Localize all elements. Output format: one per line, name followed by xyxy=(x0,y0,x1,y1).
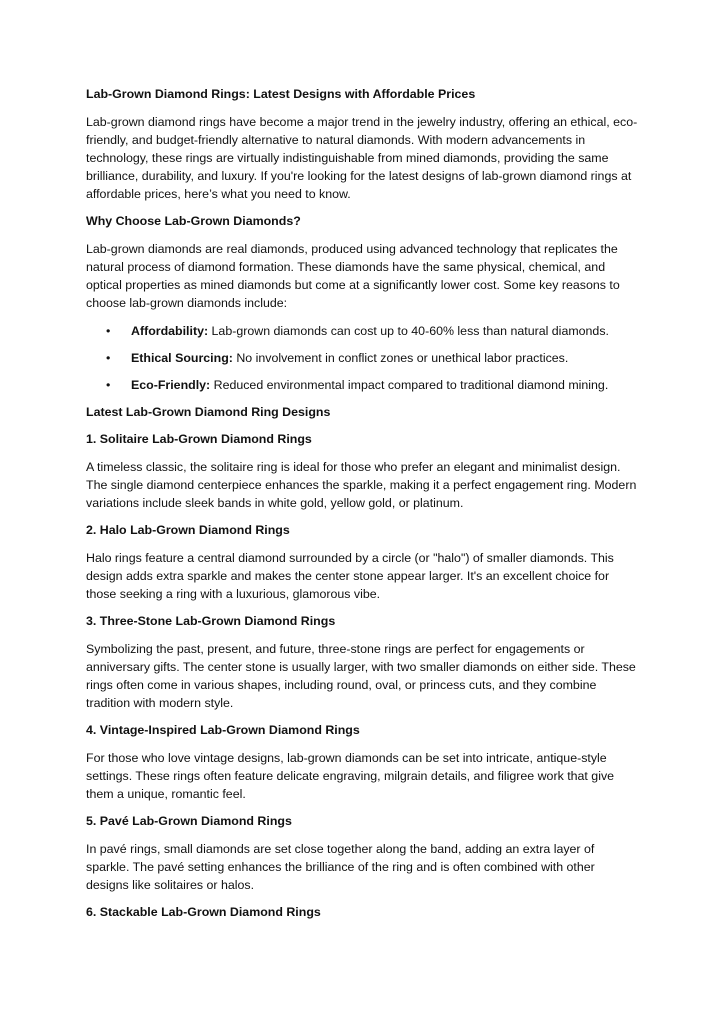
why-heading: Why Choose Lab-Grown Diamonds? xyxy=(86,214,301,228)
section-heading: 2. Halo Lab-Grown Diamond Rings xyxy=(86,523,290,537)
list-item xyxy=(86,349,640,367)
section-paragraph: For those who love vintage designs, lab-grown diamonds can be set into intricate, antique-style settings. These rings often feature delicate engraving, milgrain details, and filigree work that give them a unique, romantic feel. xyxy=(86,751,615,801)
list-item xyxy=(86,376,640,394)
reasons-list xyxy=(86,322,640,394)
bullet-text: No involvement in conflict zones or unethical labor practices. xyxy=(232,351,569,365)
section-heading: 5. Pavé Lab-Grown Diamond Rings xyxy=(86,814,292,828)
section-heading: 4. Vintage-Inspired Lab-Grown Diamond Rings xyxy=(86,723,360,737)
section-heading: 3. Three-Stone Lab-Grown Diamond Rings xyxy=(86,614,336,628)
bullet-text: Lab-grown diamonds can cost up to 40-60% less than natural diamonds. xyxy=(208,324,609,338)
section-paragraph: Symbolizing the past, present, and future, three-stone rings are perfect for engagements or anniversary gifts. The center stone is usually larger, with two smaller diamonds on either side. These rings often come in various shapes, including round, oval, or princess cuts, and they combine tradition with modern style. xyxy=(86,642,636,710)
bullet-icon: • xyxy=(106,378,111,392)
section-heading: 6. Stackable Lab-Grown Diamond Rings xyxy=(86,905,321,919)
bullet-label: Affordability: xyxy=(131,324,209,338)
bullet-text: Reduced environmental impact compared to traditional diamond mining. xyxy=(210,378,609,392)
document-title: Lab-Grown Diamond Rings: Latest Designs with Affordable Prices xyxy=(86,87,476,101)
list-item xyxy=(86,322,640,340)
bullet-label: Eco-Friendly: xyxy=(131,378,211,392)
bullet-icon: • xyxy=(106,351,111,365)
intro-paragraph: Lab-grown diamond rings have become a major trend in the jewelry industry, offering an ethical, eco-friendly, and budget-friendly alternative to natural diamonds. With modern advancements in technology, these rings are virtually indistinguishable from mined diamonds, providing the same brilliance, durability, and luxury. If you're looking for the latest designs of lab-grown diamond rings at affordable prices, here’s what you need to know. xyxy=(86,115,638,201)
section-paragraph: Halo rings feature a central diamond surrounded by a circle (or "halo") of smaller diamonds. This design adds extra sparkle and makes the center stone appear larger. It's an excellent choice for those seeking a ring with a luxurious, glamorous vibe. xyxy=(86,551,614,601)
bullet-label: Ethical Sourcing: xyxy=(131,351,233,365)
bullet-icon: • xyxy=(106,324,111,338)
section-paragraph: A timeless classic, the solitaire ring is ideal for those who prefer an elegant and minimalist design. The single diamond centerpiece enhances the sparkle, making it a perfect engagement ring. Modern variations include sleek bands in white gold, yellow gold, or platinum. xyxy=(86,460,637,510)
designs-heading: Latest Lab-Grown Diamond Ring Designs xyxy=(86,405,331,419)
why-paragraph: Lab-grown diamonds are real diamonds, produced using advanced technology that replicates the natural process of diamond formation. These diamonds have the same physical, chemical, and optical properties as mined diamonds but come at a significantly lower cost. Some key reasons to choose lab-grown diamonds include: xyxy=(86,242,620,310)
section-heading: 1. Solitaire Lab-Grown Diamond Rings xyxy=(86,432,312,446)
section-paragraph: In pavé rings, small diamonds are set close together along the band, adding an extra layer of sparkle. The pavé setting enhances the brilliance of the ring and is often combined with other designs like solitaires or halos. xyxy=(86,842,595,892)
